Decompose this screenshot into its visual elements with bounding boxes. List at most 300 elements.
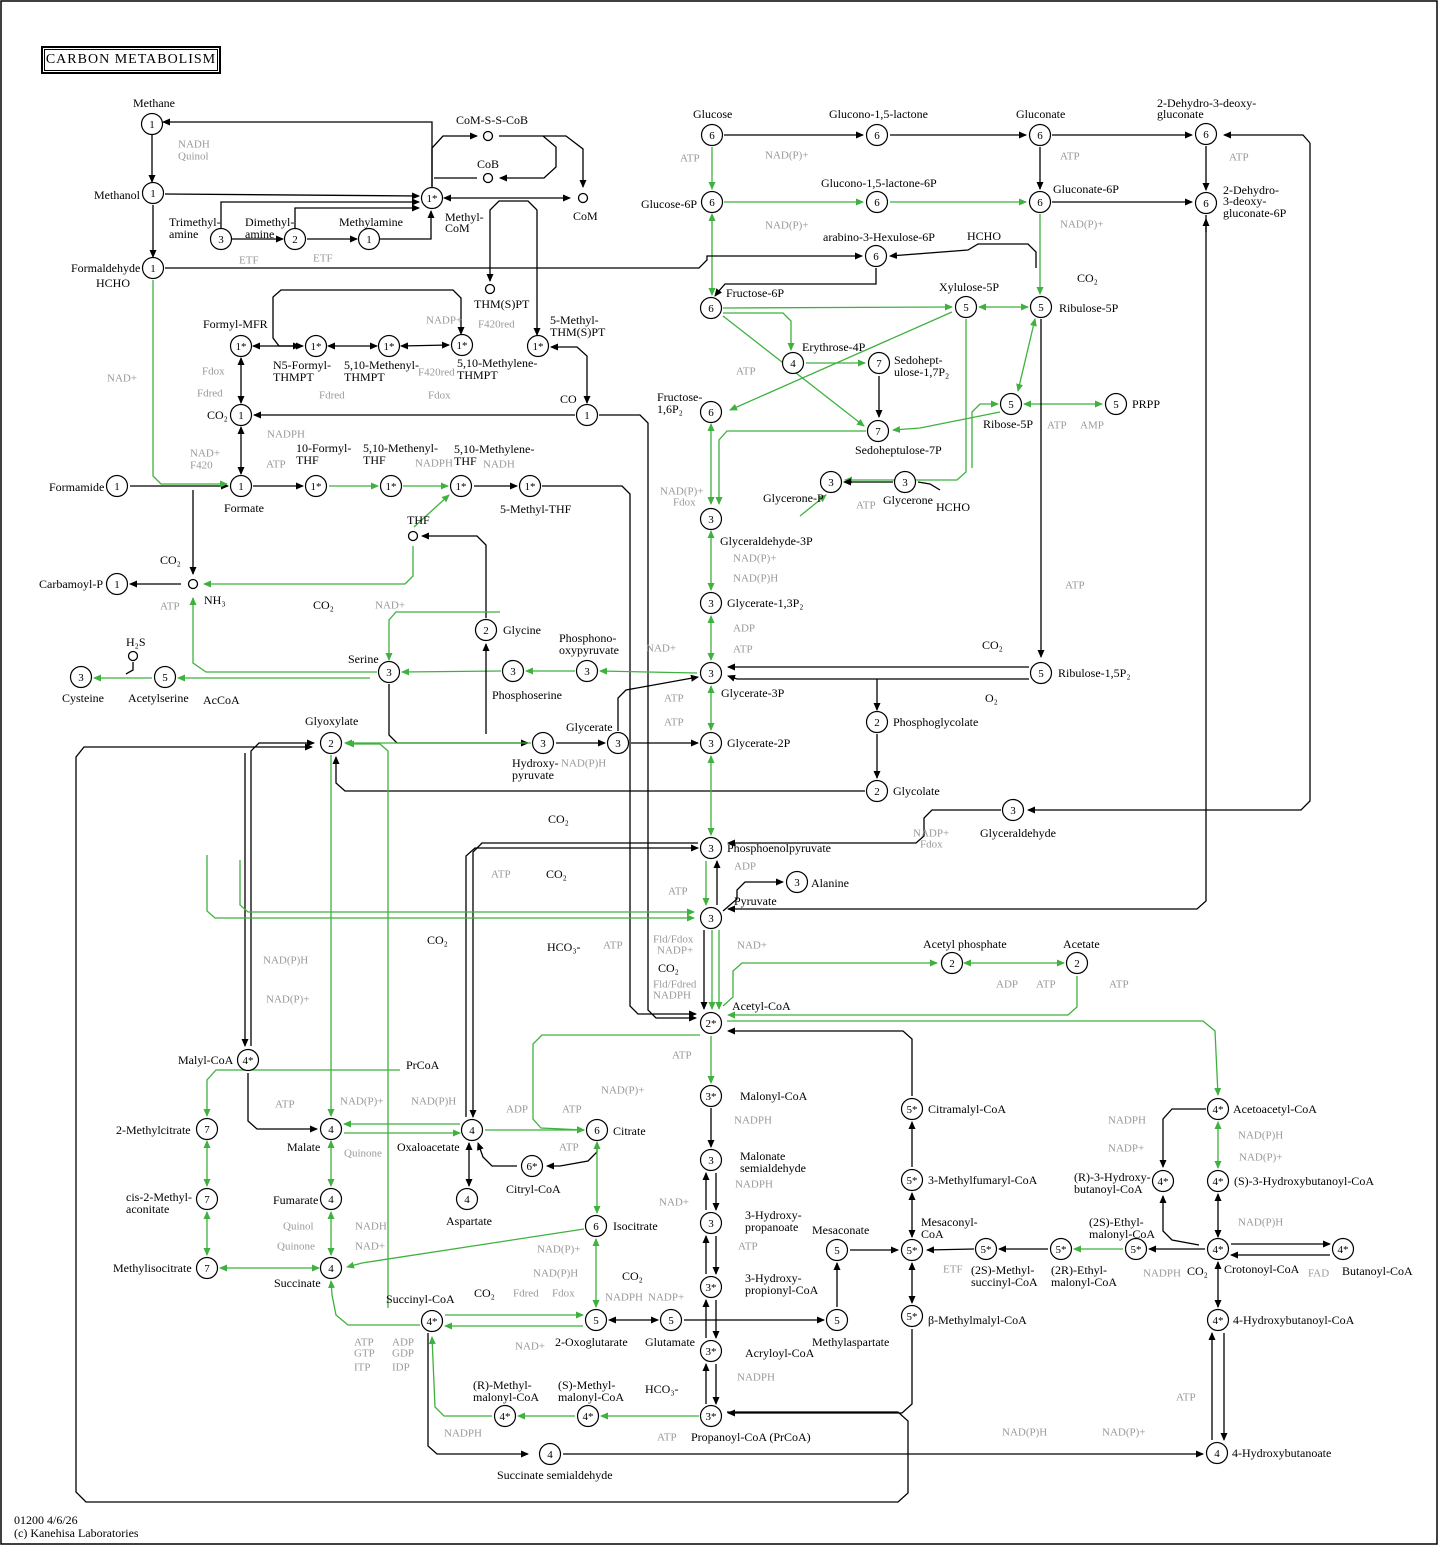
cofactor-label: NAD(P)+ bbox=[537, 1243, 581, 1256]
compound-node-6[interactable] bbox=[587, 1120, 608, 1141]
compound-label: CoA bbox=[921, 1227, 944, 1241]
cofactor-label: Fdox bbox=[920, 838, 943, 851]
compound-label: 5,10-Methenyl- bbox=[363, 441, 438, 455]
compound-node-4s[interactable] bbox=[1208, 1310, 1229, 1331]
compound-node-5s[interactable] bbox=[902, 1170, 923, 1191]
cofactor-label: NADPH bbox=[267, 428, 305, 441]
compound-node-2[interactable] bbox=[867, 781, 888, 802]
compound-node-1[interactable] bbox=[231, 405, 252, 426]
cofactor-label: NAD(P)+ bbox=[340, 1095, 384, 1108]
compound-node-4[interactable] bbox=[1207, 1443, 1228, 1464]
compound-node-5s[interactable] bbox=[902, 1306, 923, 1327]
node-number: 5* bbox=[906, 1310, 918, 1323]
node-number: 5 bbox=[668, 1314, 674, 1327]
compound-node-4s[interactable] bbox=[1208, 1171, 1229, 1192]
node-number: 6 bbox=[708, 406, 714, 419]
cofactor-label: GTP bbox=[354, 1347, 375, 1360]
cofactor-label: ADP bbox=[734, 860, 757, 873]
cofactor-label: NADPH bbox=[444, 1427, 482, 1440]
compound-label: 3-Hydroxy- bbox=[745, 1271, 802, 1285]
cofactor-label: ATP bbox=[603, 939, 623, 952]
compound-label: Glyoxylate bbox=[305, 714, 359, 728]
cofactor-label: NAD(P)+ bbox=[266, 993, 310, 1006]
reaction-edge bbox=[207, 855, 694, 918]
compound-node-4[interactable] bbox=[321, 1189, 342, 1210]
cofactor-label: NAD(P)H bbox=[1238, 1129, 1284, 1142]
compound-label: Glucose bbox=[693, 107, 733, 121]
cofactor-label: ATP bbox=[160, 600, 180, 613]
compound-label: 10-Formyl- bbox=[296, 441, 352, 455]
cofactor-label: NAD(P)H bbox=[1002, 1426, 1048, 1439]
compound-node-5[interactable] bbox=[827, 1310, 848, 1331]
metabolite-dot[interactable] bbox=[486, 285, 495, 294]
compound-label: Glycerone-P bbox=[763, 491, 824, 505]
compound-label: Erythrose-4P bbox=[802, 340, 866, 354]
cofactor-label: ATP bbox=[1060, 150, 1080, 163]
compound-node-3[interactable] bbox=[608, 733, 629, 754]
node-number: 6 bbox=[873, 250, 879, 263]
node-number: 3 bbox=[708, 597, 714, 610]
compound-node-5s[interactable] bbox=[902, 1099, 923, 1120]
compound-label: Succinyl-CoA bbox=[386, 1292, 455, 1306]
compound-node-6[interactable] bbox=[1030, 192, 1051, 213]
node-number: 1 bbox=[114, 480, 120, 493]
node-number: 1 bbox=[238, 480, 244, 493]
compound-label: Methylisocitrate bbox=[113, 1261, 192, 1275]
compound-node-1[interactable] bbox=[577, 405, 598, 426]
node-number: 6 bbox=[709, 129, 715, 142]
compound-label: Citrate bbox=[613, 1124, 646, 1138]
node-number: 5 bbox=[834, 1244, 840, 1257]
compound-label: Glucose-6P bbox=[641, 197, 697, 211]
node-number: 2 bbox=[1074, 957, 1080, 970]
cofactor-label: Fdred bbox=[513, 1287, 539, 1300]
cofactor-label: NAD(P)+ bbox=[765, 149, 809, 162]
node-number: 6 bbox=[874, 129, 880, 142]
cofactor-label: ETF bbox=[239, 254, 259, 267]
compound-node-2[interactable] bbox=[476, 620, 497, 641]
compound-node-4[interactable] bbox=[783, 353, 804, 374]
compound-label: Formate bbox=[224, 501, 264, 515]
compound-label: cis-2-Methyl- bbox=[126, 1190, 192, 1204]
metabolite-dot[interactable] bbox=[484, 132, 493, 141]
compound-label: gluconate bbox=[1157, 107, 1204, 121]
compound-label: CoM bbox=[445, 221, 470, 235]
cofactor-label: NADP+ bbox=[1108, 1142, 1145, 1155]
compound-label: HCHO bbox=[967, 229, 1002, 243]
cofactor-label: ATP bbox=[856, 499, 876, 512]
cofactor-label: NAD(P)H bbox=[533, 1267, 579, 1280]
compound-label: Glycerate-3P bbox=[721, 686, 785, 700]
compound-node-5s[interactable] bbox=[976, 1239, 997, 1260]
compound-label: Glutamate bbox=[645, 1335, 695, 1349]
compound-label: Crotonoyl-CoA bbox=[1224, 1262, 1300, 1276]
compound-label: Methylamine bbox=[339, 215, 403, 229]
compound-node-3[interactable] bbox=[71, 667, 92, 688]
compound-label: 5,10-Methylene- bbox=[454, 442, 535, 456]
node-number: 3 bbox=[615, 737, 621, 750]
cofactor-label: NADH bbox=[178, 138, 210, 151]
compound-label: CO₂ bbox=[313, 598, 334, 612]
reaction-edge bbox=[478, 1143, 517, 1166]
node-number: 3 bbox=[1010, 804, 1016, 817]
compound-node-3[interactable] bbox=[211, 229, 232, 250]
compound-label: 1,6P₂ bbox=[657, 402, 683, 416]
cofactor-label: ATP bbox=[738, 1240, 758, 1253]
compound-label: Ribulose-5P bbox=[1059, 301, 1119, 315]
compound-node-6[interactable] bbox=[867, 125, 888, 146]
compound-node-7[interactable] bbox=[197, 1119, 218, 1140]
node-number: 4 bbox=[464, 1193, 470, 1206]
cofactor-label: F420red bbox=[418, 366, 455, 379]
cofactor-label: ATP bbox=[1036, 978, 1056, 991]
compound-label: THF bbox=[296, 453, 319, 467]
cofactor-label: AMP bbox=[1080, 419, 1104, 432]
node-number: 1* bbox=[455, 480, 467, 493]
metabolite-dot[interactable] bbox=[579, 194, 588, 203]
compound-label: CO₂ bbox=[1187, 1264, 1208, 1278]
cofactor-label: NADPH bbox=[1108, 1114, 1146, 1127]
node-number: 5 bbox=[1038, 301, 1044, 314]
compound-node-2[interactable] bbox=[321, 733, 342, 754]
cofactor-label: ATP bbox=[562, 1103, 582, 1116]
compound-node-5[interactable] bbox=[155, 667, 176, 688]
cofactor-label: ATP bbox=[733, 643, 753, 656]
compound-node-3[interactable] bbox=[503, 661, 524, 682]
compound-node-5[interactable] bbox=[956, 297, 977, 318]
cofactor-label: NAD(P)+ bbox=[1060, 218, 1104, 231]
node-number: 3 bbox=[794, 876, 800, 889]
reaction-edge bbox=[723, 307, 952, 308]
node-number: 4 bbox=[328, 1193, 334, 1206]
compound-label: semialdehyde bbox=[740, 1161, 806, 1175]
compound-node-3[interactable] bbox=[577, 661, 598, 682]
node-number: 1* bbox=[383, 340, 395, 353]
compound-label: Phosphoglycolate bbox=[893, 715, 979, 729]
compound-label: NH₃ bbox=[204, 593, 226, 607]
compound-node-6[interactable] bbox=[1196, 193, 1217, 214]
compound-node-3[interactable] bbox=[1003, 800, 1024, 821]
compound-label: Glycerate-1,3P₂ bbox=[727, 596, 804, 610]
cofactor-label: ADP bbox=[506, 1103, 529, 1116]
node-number: 4 bbox=[328, 1262, 334, 1275]
compound-node-5s[interactable] bbox=[1051, 1239, 1072, 1260]
compound-node-5[interactable] bbox=[1031, 297, 1052, 318]
cofactor-label: ATP bbox=[672, 1049, 692, 1062]
node-number: 5 bbox=[593, 1314, 599, 1327]
compound-label: 3-Methylfumaryl-CoA bbox=[928, 1173, 1038, 1187]
node-number: 5* bbox=[906, 1174, 918, 1187]
node-number: 7 bbox=[204, 1193, 210, 1206]
node-number: 7 bbox=[875, 425, 881, 438]
node-number: 1 bbox=[584, 409, 590, 422]
compound-node-1s[interactable] bbox=[306, 476, 327, 497]
compound-node-3s[interactable] bbox=[701, 1277, 722, 1298]
node-number: 3 bbox=[708, 667, 714, 680]
metabolite-dot[interactable] bbox=[409, 532, 418, 541]
compound-node-5[interactable] bbox=[827, 1240, 848, 1261]
compound-node-2[interactable] bbox=[285, 229, 306, 250]
compound-label: amine bbox=[245, 227, 275, 241]
metabolite-dot[interactable] bbox=[129, 652, 138, 661]
cofactor-label: ETF bbox=[943, 1263, 963, 1276]
node-number: 3 bbox=[218, 233, 224, 246]
compound-node-5[interactable] bbox=[1001, 394, 1022, 415]
compound-node-6[interactable] bbox=[702, 192, 723, 213]
reaction-edge bbox=[728, 676, 1029, 679]
node-number: 3 bbox=[828, 476, 834, 489]
cofactor-label: ADP bbox=[733, 622, 756, 635]
reaction-edge bbox=[499, 136, 583, 187]
reaction-edge bbox=[422, 536, 486, 618]
compound-label: butanoyl-CoA bbox=[1074, 1182, 1143, 1196]
cofactor-label: NAD(P)+ bbox=[765, 219, 809, 232]
compound-node-2s[interactable] bbox=[701, 1013, 722, 1034]
compound-node-6[interactable] bbox=[1030, 125, 1051, 146]
node-number: 4* bbox=[1212, 1243, 1224, 1256]
compound-node-1[interactable] bbox=[143, 183, 164, 204]
compound-node-6[interactable] bbox=[1196, 124, 1217, 145]
compound-node-1[interactable] bbox=[143, 258, 164, 279]
compound-node-3s[interactable] bbox=[701, 1086, 722, 1107]
compound-node-4[interactable] bbox=[540, 1444, 561, 1465]
compound-node-1s[interactable] bbox=[381, 476, 402, 497]
compound-node-3[interactable] bbox=[379, 662, 400, 683]
compound-node-1s[interactable] bbox=[231, 336, 252, 357]
cofactor-label: NAD+ bbox=[737, 939, 768, 952]
compound-label: THF bbox=[363, 453, 386, 467]
compound-node-4s[interactable] bbox=[238, 1050, 259, 1071]
compound-node-1s[interactable] bbox=[422, 188, 443, 209]
reaction-edge bbox=[240, 860, 694, 912]
compound-label: Ribulose-1,5P₂ bbox=[1058, 666, 1131, 680]
compound-node-3[interactable] bbox=[701, 1150, 722, 1171]
compound-node-6[interactable] bbox=[702, 125, 723, 146]
compound-node-6[interactable] bbox=[867, 192, 888, 213]
compound-node-4s[interactable] bbox=[578, 1406, 599, 1427]
compound-label: pyruvate bbox=[512, 768, 554, 782]
compound-label: THMPT bbox=[273, 370, 314, 384]
node-number: 3* bbox=[705, 1281, 717, 1294]
reaction-edge bbox=[165, 194, 419, 196]
compound-label: Sedoheptulose-7P bbox=[855, 443, 942, 457]
compound-node-3s[interactable] bbox=[701, 1406, 722, 1427]
compound-label: Oxaloacetate bbox=[397, 1140, 460, 1154]
compound-node-3[interactable] bbox=[701, 593, 722, 614]
compound-label: succinyl-CoA bbox=[971, 1275, 1038, 1289]
cofactor-label: NAD+ bbox=[375, 599, 406, 612]
node-number: 5* bbox=[1130, 1243, 1142, 1256]
reaction-edge bbox=[728, 1031, 912, 1096]
compound-label: Glycine bbox=[503, 623, 541, 637]
compound-node-5s[interactable] bbox=[1126, 1239, 1147, 1260]
reaction-edge bbox=[723, 313, 791, 350]
compound-node-4[interactable] bbox=[321, 1119, 342, 1140]
compound-label: 2-Oxoglutarate bbox=[555, 1335, 628, 1349]
compound-label: Gluconate-6P bbox=[1053, 182, 1119, 196]
compound-label: (2R)-Ethyl- bbox=[1051, 1263, 1107, 1277]
copyright: (c) Kanehisa Laboratories bbox=[14, 1526, 139, 1541]
compound-label: (2S)-Ethyl- bbox=[1089, 1215, 1144, 1229]
compound-node-4s[interactable] bbox=[495, 1406, 516, 1427]
cofactor-label: Fdox bbox=[673, 496, 696, 509]
compound-node-5[interactable] bbox=[1106, 394, 1127, 415]
compound-label: PrCoA bbox=[406, 1058, 440, 1072]
compound-node-3[interactable] bbox=[895, 472, 916, 493]
node-number: 2 bbox=[483, 624, 489, 637]
reaction-edge bbox=[1028, 143, 1310, 810]
reaction-edge bbox=[1018, 319, 1035, 391]
compound-node-3[interactable] bbox=[701, 733, 722, 754]
compound-node-4s[interactable] bbox=[1208, 1099, 1229, 1120]
compound-label: 2-Dehydro- bbox=[1223, 183, 1279, 197]
compound-node-6[interactable] bbox=[701, 298, 722, 319]
compound-label: Phosphono- bbox=[559, 631, 617, 645]
node-number: 1* bbox=[385, 480, 397, 493]
reaction-edge bbox=[490, 201, 537, 281]
cofactor-label: ITP bbox=[354, 1361, 371, 1374]
compound-node-3[interactable] bbox=[533, 733, 554, 754]
compound-label: Glyceraldehyde-3P bbox=[720, 534, 813, 548]
compound-node-6[interactable] bbox=[866, 246, 887, 267]
reaction-edge bbox=[1163, 1196, 1199, 1245]
cofactor-label: Quinol bbox=[178, 150, 209, 163]
compound-node-1s[interactable] bbox=[379, 336, 400, 357]
compound-label: Malonyl-CoA bbox=[740, 1089, 808, 1103]
compound-label: malonyl-CoA bbox=[473, 1390, 539, 1404]
compound-label: Methane bbox=[133, 96, 175, 110]
compound-node-7[interactable] bbox=[868, 421, 889, 442]
compound-node-5[interactable] bbox=[586, 1310, 607, 1331]
node-number: 5* bbox=[980, 1243, 992, 1256]
compound-label: N5-Formyl- bbox=[273, 358, 331, 372]
compound-node-6[interactable] bbox=[701, 402, 722, 423]
compound-node-5[interactable] bbox=[1031, 663, 1052, 684]
compound-node-1s[interactable] bbox=[520, 476, 541, 497]
compound-node-3[interactable] bbox=[701, 1213, 722, 1234]
node-number: 4* bbox=[1157, 1175, 1169, 1188]
cofactor-label: ADP bbox=[392, 1336, 415, 1349]
compound-label: malonyl-CoA bbox=[1051, 1275, 1117, 1289]
node-number: 1 bbox=[114, 578, 120, 591]
compound-node-1[interactable] bbox=[231, 476, 252, 497]
compound-label: Glycerone bbox=[883, 493, 933, 507]
node-number: 4* bbox=[1337, 1243, 1349, 1256]
compound-node-7[interactable] bbox=[197, 1258, 218, 1279]
compound-label: Sedohept- bbox=[894, 353, 943, 367]
node-number: 6 bbox=[709, 196, 715, 209]
cofactor-label: NADPH bbox=[653, 989, 691, 1002]
compound-label: CO₂ bbox=[982, 638, 1003, 652]
compound-node-3[interactable] bbox=[701, 908, 722, 929]
compound-node-3[interactable] bbox=[821, 472, 842, 493]
compound-label: Malyl-CoA bbox=[178, 1053, 234, 1067]
compound-node-1s[interactable] bbox=[306, 336, 327, 357]
metabolite-dot[interactable] bbox=[189, 580, 198, 589]
node-number: 1* bbox=[456, 339, 468, 352]
node-number: 6 bbox=[1037, 196, 1043, 209]
node-number: 4* bbox=[499, 1410, 511, 1423]
compound-node-1[interactable] bbox=[107, 574, 128, 595]
node-number: 4 bbox=[547, 1448, 553, 1461]
compound-node-3s[interactable] bbox=[701, 1341, 722, 1362]
compound-node-4s[interactable] bbox=[1208, 1239, 1229, 1260]
compound-node-3[interactable] bbox=[701, 838, 722, 859]
compound-node-7[interactable] bbox=[197, 1189, 218, 1210]
compound-label: 3-deoxy- bbox=[1223, 194, 1267, 208]
cofactor-label: F420red bbox=[478, 318, 515, 331]
cofactor-label: NAD(P)+ bbox=[601, 1084, 645, 1097]
cofactor-label: IDP bbox=[392, 1361, 410, 1374]
compound-node-2[interactable] bbox=[942, 953, 963, 974]
compound-label: Formamide bbox=[49, 480, 105, 494]
compound-node-3[interactable] bbox=[787, 872, 808, 893]
compound-node-1s[interactable] bbox=[528, 336, 549, 357]
node-number: 4* bbox=[426, 1315, 438, 1328]
compound-node-4s[interactable] bbox=[1153, 1171, 1174, 1192]
metabolite-dot[interactable] bbox=[484, 174, 493, 183]
cofactor-label: NADPH bbox=[1143, 1267, 1181, 1280]
pathway-title: CARBON METABOLISM bbox=[45, 52, 217, 67]
compound-node-1[interactable] bbox=[142, 114, 163, 135]
compound-node-6s[interactable] bbox=[522, 1156, 543, 1177]
compound-node-4s[interactable] bbox=[1333, 1239, 1354, 1260]
compound-node-1s[interactable] bbox=[451, 476, 472, 497]
node-number: 1* bbox=[532, 340, 544, 353]
compound-node-3[interactable] bbox=[701, 509, 722, 530]
compound-node-7[interactable] bbox=[869, 353, 890, 374]
compound-label: THF bbox=[407, 513, 430, 527]
compound-node-4[interactable] bbox=[457, 1189, 478, 1210]
compound-label: Fructose-6P bbox=[726, 286, 784, 300]
compound-label: 2-Dehydro-3-deoxy- bbox=[1157, 96, 1257, 110]
node-number: 6 bbox=[594, 1124, 600, 1137]
compound-node-5s[interactable] bbox=[902, 1240, 923, 1261]
compound-label: malonyl-CoA bbox=[1089, 1227, 1155, 1241]
compound-node-4s[interactable] bbox=[422, 1311, 443, 1332]
compound-node-3[interactable] bbox=[701, 663, 722, 684]
compound-label: gluconate-6P bbox=[1223, 206, 1287, 220]
compound-node-4[interactable] bbox=[321, 1258, 342, 1279]
cofactor-label: ATP bbox=[1109, 978, 1129, 991]
reaction-edge bbox=[927, 1249, 974, 1250]
map-id-and-date: 01200 4/6/26 bbox=[14, 1513, 78, 1527]
compound-node-2[interactable] bbox=[1067, 953, 1088, 974]
cofactor-label: NADPH bbox=[737, 1371, 775, 1384]
node-number: 3 bbox=[540, 737, 546, 750]
compound-node-1s[interactable] bbox=[452, 335, 473, 356]
compound-node-1[interactable] bbox=[359, 229, 380, 250]
compound-node-6[interactable] bbox=[586, 1216, 607, 1237]
compound-label: aconitate bbox=[126, 1202, 170, 1216]
compound-label: Succinate bbox=[274, 1276, 321, 1290]
cofactor-label: NAD(P)H bbox=[733, 572, 779, 585]
compound-label: (R)-3-Hydroxy- bbox=[1074, 1170, 1151, 1184]
compound-label: Isocitrate bbox=[613, 1219, 658, 1233]
node-number: 5 bbox=[1038, 667, 1044, 680]
compound-label: Glycerate bbox=[566, 720, 613, 734]
compound-label: AcCoA bbox=[203, 693, 240, 707]
compound-node-4[interactable] bbox=[462, 1120, 483, 1141]
compound-label: CO₂ bbox=[546, 867, 567, 881]
compound-label: Fructose- bbox=[657, 390, 703, 404]
node-number: 3 bbox=[708, 842, 714, 855]
compound-node-2[interactable] bbox=[867, 712, 888, 733]
compound-node-5[interactable] bbox=[661, 1310, 682, 1331]
compound-label: β-Methylmalyl-CoA bbox=[928, 1313, 1027, 1327]
compound-label: Gluconate bbox=[1016, 107, 1066, 121]
compound-node-1[interactable] bbox=[107, 476, 128, 497]
